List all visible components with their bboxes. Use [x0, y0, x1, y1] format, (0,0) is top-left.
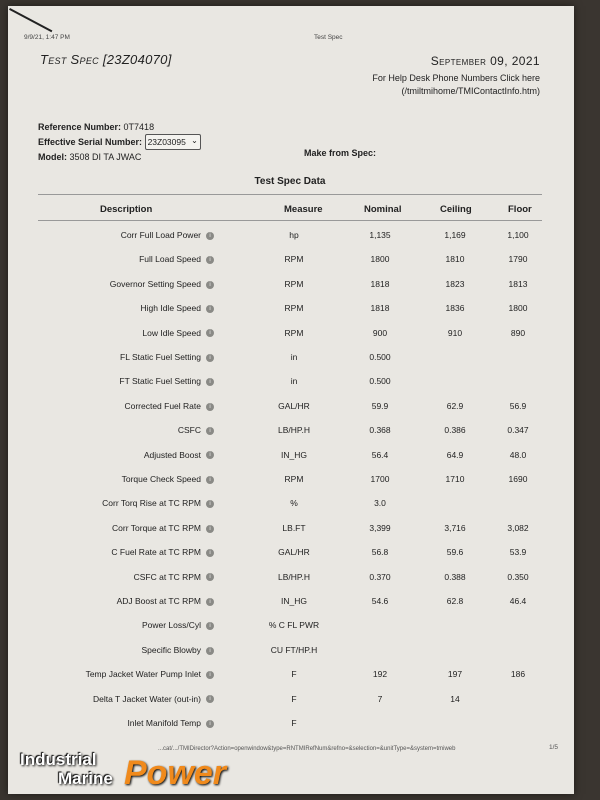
info-icon[interactable]: i: [206, 256, 214, 264]
cell-nominal: 3,399: [369, 522, 391, 533]
chevron-down-icon: ⌄: [191, 136, 198, 145]
serial-select[interactable]: [145, 134, 201, 150]
cell-floor: 1,100: [507, 230, 529, 240]
footer-url: ...cat/.../TMIDirector?Action=openwindow&type=RNTMIRefNum&refno=&selection=&unitType=&system=tmiweb: [158, 746, 456, 752]
make-from-spec-label: Make from Spec:: [304, 148, 377, 158]
cell-nominal: 1700: [370, 474, 390, 484]
table-row: [38, 446, 542, 470]
cell-description: [38, 279, 214, 289]
row-description-text: Power Loss/Cyl: [141, 620, 201, 631]
row-description-text: Corr Full Load Power: [120, 230, 201, 240]
cell-description: [38, 523, 214, 533]
table-row: [38, 348, 542, 372]
table-row: [38, 226, 542, 250]
cell-measure: LB/HP.H: [278, 425, 310, 436]
row-description-text: Corr Torque at TC RPM: [112, 522, 201, 533]
row-description-text: Delta T Jacket Water (out-in): [92, 693, 201, 704]
header-floor: Floor: [508, 204, 532, 215]
row-description-text: Temp Jacket Water Pump Inlet: [85, 669, 201, 680]
cell-floor: 48.0: [509, 449, 527, 460]
table-row: [38, 665, 542, 689]
logo-line2: Marine: [58, 769, 113, 788]
help-desk-url[interactable]: (/tmiltmihome/TMIContactInfo.htm): [401, 86, 540, 96]
info-icon[interactable]: i: [206, 695, 214, 703]
cell-description: [38, 376, 214, 386]
row-description-text: Governor Setting Speed: [109, 278, 201, 289]
info-icon[interactable]: i: [206, 525, 214, 533]
cell-floor: 53.9: [509, 547, 527, 558]
info-icon[interactable]: i: [206, 622, 214, 630]
header-ceiling: Ceiling: [440, 204, 472, 215]
row-description-text: CSFC: [177, 425, 201, 436]
cell-measure: in: [290, 352, 298, 362]
logo-line1: Industrial: [20, 750, 97, 769]
info-icon[interactable]: i: [206, 281, 214, 289]
info-icon[interactable]: i: [206, 329, 214, 337]
cell-description: [38, 425, 214, 435]
row-description-text: FT Static Fuel Setting: [119, 376, 201, 387]
serial-select-value: 23Z03095: [147, 137, 186, 147]
cell-nominal: 1818: [370, 278, 390, 289]
cell-floor: 1690: [508, 474, 528, 484]
table-row: [38, 568, 542, 592]
cell-nominal: 192: [372, 669, 388, 680]
document-page: [8, 6, 574, 794]
cell-description: [38, 230, 214, 240]
table-row: [38, 324, 542, 348]
model-label: Model:: [38, 152, 67, 162]
model-value: 3508 DI TA JWAC: [69, 152, 142, 162]
table-row: [38, 372, 542, 396]
cell-measure: %: [290, 498, 298, 509]
info-icon[interactable]: i: [206, 500, 214, 508]
cell-measure: RPM: [284, 303, 304, 314]
table-row: [38, 543, 542, 567]
cell-floor: 186: [510, 669, 526, 680]
cell-measure: in: [290, 376, 298, 387]
cell-floor: 0.347: [507, 425, 529, 436]
cell-floor: 46.4: [509, 596, 527, 606]
cell-ceiling: 0.386: [444, 425, 466, 436]
info-icon[interactable]: i: [206, 451, 214, 459]
cell-description: [38, 669, 214, 679]
table-row: [38, 421, 542, 445]
header-nominal: Nominal: [364, 204, 402, 215]
info-icon[interactable]: i: [206, 573, 214, 581]
serial-label: Effective Serial Number:: [38, 137, 143, 147]
cell-description: [38, 254, 214, 264]
cell-ceiling: 64.9: [446, 449, 464, 460]
cell-measure: RPM: [284, 474, 304, 484]
cell-description: [38, 450, 214, 460]
table-row: [38, 275, 542, 299]
cell-floor: 3,082: [507, 522, 529, 533]
row-description-text: Low Idle Speed: [142, 327, 201, 338]
cell-measure: F: [291, 693, 297, 704]
row-description-text: Full Load Speed: [139, 254, 201, 265]
cell-nominal: 7: [377, 693, 383, 704]
cell-measure: hp: [289, 230, 299, 240]
cell-nominal: 1818: [370, 303, 390, 314]
header-divider: [38, 220, 542, 221]
row-description-text: ADJ Boost at TC RPM: [116, 596, 201, 606]
watermark-logo: [20, 748, 240, 792]
info-icon[interactable]: i: [206, 305, 214, 313]
cell-description: [38, 303, 214, 313]
cell-description: [38, 620, 214, 630]
cell-floor: 890: [510, 327, 526, 338]
cell-nominal: 56.8: [371, 547, 389, 558]
table-row: [38, 299, 542, 323]
table-title: Test Spec Data: [254, 176, 326, 187]
cell-ceiling: 1836: [445, 303, 465, 314]
help-desk-link[interactable]: For Help Desk Phone Numbers Click here: [372, 73, 540, 83]
table-row: [38, 714, 542, 738]
info-icon[interactable]: i: [206, 232, 214, 240]
cell-measure: RPM: [284, 254, 304, 265]
table-row: [38, 641, 542, 665]
table-row: [38, 519, 542, 543]
cell-floor: 56.9: [509, 400, 527, 411]
table-row: [38, 397, 542, 421]
cell-nominal: 0.500: [369, 376, 391, 387]
cell-measure: % C FL PWR: [268, 620, 320, 631]
reference-value: 0T7418: [123, 122, 155, 132]
table-row: [38, 250, 542, 274]
cell-nominal: 0.500: [369, 352, 391, 362]
info-icon[interactable]: i: [206, 671, 214, 679]
row-description-text: Corrected Fuel Rate: [124, 400, 201, 411]
cell-measure: GAL/HR: [278, 547, 310, 558]
cell-nominal: 0.368: [369, 425, 391, 436]
reference-label: Reference Number:: [38, 122, 122, 132]
cell-measure: LB.FT: [282, 522, 306, 533]
cell-description: [38, 645, 214, 655]
table-row: [38, 616, 542, 640]
info-icon[interactable]: i: [206, 403, 214, 411]
cell-measure: LB/HP.H: [278, 571, 310, 582]
info-icon[interactable]: i: [206, 354, 214, 362]
spec-meta: [38, 120, 201, 164]
cell-description: [38, 694, 214, 704]
cell-nominal: 0.370: [369, 571, 391, 582]
cell-ceiling: 1810: [445, 254, 465, 265]
logo-line3: Power: [124, 754, 227, 792]
pen-mark: [9, 8, 52, 32]
cell-ceiling: 197: [447, 669, 463, 680]
cell-ceiling: 910: [447, 327, 463, 338]
row-description-text: Specific Blowby: [141, 644, 201, 655]
cell-ceiling: 14: [450, 693, 460, 704]
cell-measure: GAL/HR: [278, 400, 310, 411]
row-description-text: High Idle Speed: [140, 303, 201, 314]
row-description-text: Inlet Manifold Temp: [127, 718, 201, 728]
header-description: Description: [100, 204, 153, 215]
cell-description: [38, 718, 214, 728]
cell-description: [38, 596, 214, 606]
row-description-text: Torque Check Speed: [121, 474, 201, 484]
cell-nominal: 1800: [370, 254, 390, 265]
row-description-text: Adjusted Boost: [143, 449, 201, 460]
page-title: Test Spec [23Z04070]: [40, 52, 172, 67]
cell-measure: RPM: [284, 278, 304, 289]
cell-measure: IN_HG: [281, 596, 307, 606]
row-description-text: Corr Torq Rise at TC RPM: [102, 498, 201, 509]
table-divider: [38, 194, 542, 195]
cell-measure: IN_HG: [281, 449, 307, 460]
cell-measure: RPM: [284, 327, 304, 338]
cell-ceiling: 1823: [445, 278, 465, 289]
cell-ceiling: 1710: [445, 474, 465, 484]
cell-ceiling: 62.9: [446, 400, 464, 411]
cell-nominal: 3.0: [374, 498, 386, 509]
table-row: [38, 690, 542, 714]
cell-description: [38, 572, 214, 582]
info-icon[interactable]: i: [206, 378, 214, 386]
cell-description: [38, 498, 214, 508]
page-number: 1/5: [548, 744, 558, 751]
print-page-title: Test Spec: [314, 34, 343, 41]
cell-measure: CU FT/HP.H: [270, 644, 318, 655]
print-timestamp: 9/9/21, 1:47 PM: [24, 34, 70, 41]
table-row: [38, 592, 542, 616]
table-row: [38, 494, 542, 518]
cell-nominal: 59.9: [371, 400, 389, 411]
cell-ceiling: 62.8: [446, 596, 464, 606]
info-icon[interactable]: i: [206, 476, 214, 484]
cell-nominal: 900: [372, 327, 388, 338]
cell-description: [38, 328, 214, 338]
info-icon[interactable]: i: [206, 647, 214, 655]
info-icon[interactable]: i: [206, 720, 214, 728]
cell-floor: 1800: [508, 303, 528, 314]
cell-floor: 0.350: [507, 571, 529, 582]
info-icon[interactable]: i: [206, 549, 214, 557]
cell-nominal: 1,135: [369, 230, 391, 240]
row-description-text: C Fuel Rate at TC RPM: [111, 547, 201, 558]
cell-description: [38, 401, 214, 411]
cell-ceiling: 0.388: [444, 571, 466, 582]
row-description-text: FL Static Fuel Setting: [120, 352, 201, 362]
header-measure: Measure: [284, 204, 323, 215]
cell-floor: 1790: [508, 254, 528, 265]
cell-description: [38, 547, 214, 557]
help-desk-info: [372, 72, 540, 98]
cell-description: [38, 352, 214, 362]
cell-ceiling: 1,169: [444, 230, 466, 240]
cell-measure: F: [291, 669, 297, 680]
cell-ceiling: 59.6: [446, 547, 464, 558]
row-description-text: CSFC at TC RPM: [133, 571, 201, 582]
cell-nominal: 54.6: [371, 596, 389, 606]
cell-ceiling: 3,716: [444, 522, 466, 533]
cell-measure: F: [291, 718, 297, 728]
page-date: September 09, 2021: [430, 54, 540, 68]
table-row: [38, 470, 542, 494]
info-icon[interactable]: i: [206, 598, 214, 606]
cell-nominal: 56.4: [371, 449, 389, 460]
info-icon[interactable]: i: [206, 427, 214, 435]
cell-description: [38, 474, 214, 484]
cell-floor: 1813: [508, 278, 528, 289]
